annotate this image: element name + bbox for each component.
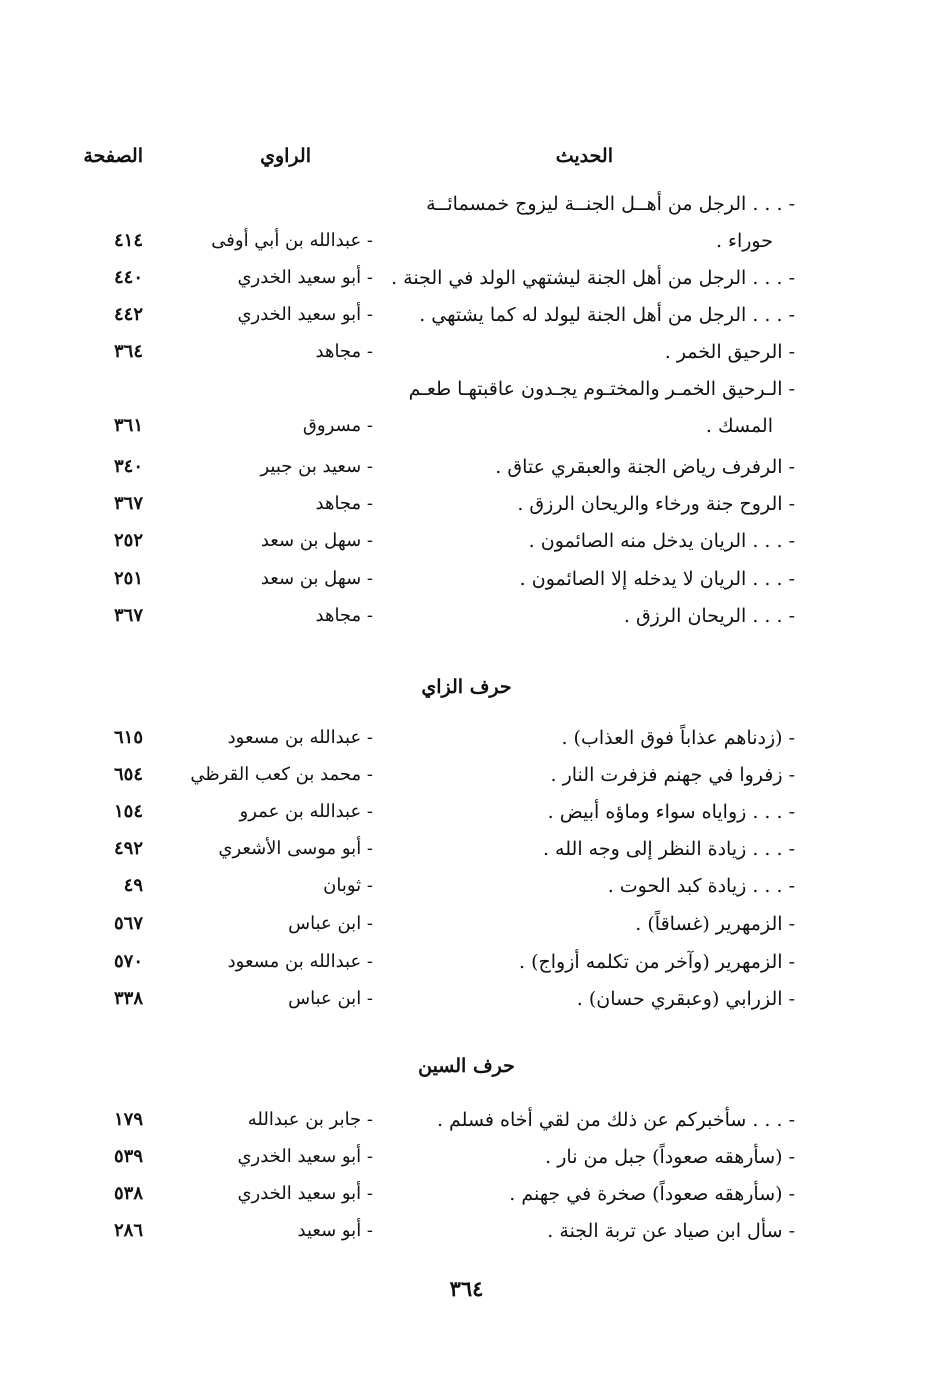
narrator-name: - سهل بن سعد — [260, 530, 373, 551]
hadith-text: - . . . الريان يدخل منه الصائمون . — [528, 530, 795, 552]
table-row — [0, 1220, 933, 1256]
table-row — [0, 493, 933, 529]
narrator-name: - ابن عباس — [288, 988, 373, 1009]
table-row — [0, 727, 933, 763]
narrator-name: - مجاهد — [315, 605, 373, 626]
table-row — [0, 913, 933, 949]
hadith-text: - (سأرهقه صعوداً) جبل من نار . — [545, 1146, 795, 1168]
table-row — [0, 951, 933, 987]
page-ref: ٣٦٧ — [113, 605, 143, 626]
section-heading-sin: حرف السين — [418, 1055, 515, 1077]
narrator-name: - أبو سعيد الخدري — [237, 1146, 373, 1167]
narrator-name: - أبو موسى الأشعري — [218, 838, 373, 859]
table-row — [0, 1109, 933, 1145]
page-ref: ٤٤٠ — [113, 267, 143, 288]
page-ref: ٢٥١ — [113, 568, 143, 589]
hadith-text: - . . . الرجل من أهل الجنة ليولد له كما يشتهي . — [419, 304, 795, 326]
hadith-text: حوراء . — [715, 230, 773, 252]
narrator-name: - عبدالله بن عمرو — [239, 801, 373, 822]
table-row — [0, 1146, 933, 1182]
hadith-text: - . . . الريحان الرزق . — [623, 605, 795, 627]
header-page: الصفحة — [83, 145, 143, 167]
hadith-text: - . . . الرجل من أهل الجنة ليشتهي الولد في الجنة . — [391, 267, 795, 289]
narrator-name: - أبو سعيد الخدري — [237, 304, 373, 325]
table-row — [0, 193, 933, 229]
table-row — [0, 875, 933, 911]
page-ref: ١٧٩ — [113, 1109, 143, 1130]
header-hadith: الحديث — [555, 145, 613, 167]
table-row — [0, 304, 933, 340]
page-number: ٣٦٤ — [449, 1276, 484, 1301]
header-narrator: الراوي — [260, 145, 311, 167]
narrator-name: - سهل بن سعد — [260, 568, 373, 589]
hadith-text: - . . . الريان لا يدخله إلا الصائمون . — [519, 568, 795, 590]
hadith-text: - الرحيق الخمر . — [664, 341, 795, 363]
page-ref: ٢٥٢ — [113, 530, 143, 551]
narrator-name: - محمد بن كعب القرظي — [190, 764, 373, 785]
page-ref: ٢٨٦ — [113, 1220, 143, 1241]
narrator-name: - مسروق — [302, 415, 373, 436]
page-ref: ٥٣٨ — [113, 1183, 143, 1204]
narrator-name: - مجاهد — [315, 493, 373, 514]
table-row — [0, 568, 933, 604]
narrator-name: - عبدالله بن أبي أوفى — [211, 230, 373, 251]
table-row — [0, 415, 933, 451]
table-row — [0, 838, 933, 874]
page-ref: ٥٧٠ — [113, 951, 143, 972]
hadith-text: - . . . زيادة كبد الحوت . — [607, 875, 795, 897]
table-row — [0, 1183, 933, 1219]
hadith-text: - (سأرهقه صعوداً) صخرة في جهنم . — [509, 1183, 795, 1205]
hadith-text: - زفروا في جهنم فزفرت النار . — [550, 764, 795, 786]
hadith-text: - . . . زواياه سواء وماؤه أبيض . — [547, 801, 795, 823]
narrator-name: - عبدالله بن مسعود — [227, 951, 373, 972]
page-ref: ٤٩ — [123, 875, 143, 896]
page-ref: ٥٦٧ — [113, 913, 143, 934]
narrator-name: - أبو سعيد الخدري — [237, 267, 373, 288]
hadith-text: - الرفرف رياض الجنة والعبقري عتاق . — [495, 456, 795, 478]
section-heading-zay: حرف الزاي — [421, 676, 512, 698]
narrator-name: - ابن عباس — [288, 913, 373, 934]
table-row — [0, 764, 933, 800]
hadith-text: - . . . زيادة النظر إلى وجه الله . — [542, 838, 795, 860]
page-ref: ٣٦١ — [113, 415, 143, 436]
page-ref: ٥٣٩ — [113, 1146, 143, 1167]
narrator-name: - أبو سعيد — [297, 1220, 373, 1241]
page-ref: ٣٦٧ — [113, 493, 143, 514]
hadith-text: - الزمهرير (غساقاً) . — [635, 913, 795, 935]
table-row — [0, 801, 933, 837]
hadith-text: المسك . — [705, 415, 773, 437]
hadith-text: - الـرحيق الخمـر والمختـوم يجـدون عاقبتهـا طعـم — [408, 378, 795, 400]
hadith-text: - الزمهرير (وآخر من تكلمه أزواج) . — [518, 951, 795, 973]
table-row — [0, 378, 933, 414]
narrator-name: - ثوبان — [323, 875, 373, 896]
page-ref: ٣٣٨ — [113, 988, 143, 1009]
table-row — [0, 988, 933, 1024]
hadith-text: - الزرابي (وعبقري حسان) . — [576, 988, 795, 1010]
narrator-name: - عبدالله بن مسعود — [227, 727, 373, 748]
page-ref: ٣٤٠ — [113, 456, 143, 477]
page-ref: ٤٤٢ — [113, 304, 143, 325]
narrator-name: - جابر بن عبدالله — [247, 1109, 373, 1130]
page-ref: ٣٦٤ — [113, 341, 143, 362]
page-ref: ١٥٤ — [113, 801, 143, 822]
hadith-text: - (زدناهم عذاباً فوق العذاب) . — [561, 727, 795, 749]
hadith-text: - . . . الرجل من أهــل الجنــة ليزوج خمسمائــة — [426, 193, 795, 215]
table-row — [0, 605, 933, 641]
narrator-name: - مجاهد — [315, 341, 373, 362]
hadith-text: - . . . سأخبركم عن ذلك من لقي أخاه فسلم . — [436, 1109, 795, 1131]
page-ref: ٦١٥ — [113, 727, 143, 748]
page-ref: ٤١٤ — [113, 230, 143, 251]
page-ref: ٤٩٢ — [113, 838, 143, 859]
hadith-text: - الروح جنة ورخاء والريحان الرزق . — [517, 493, 795, 515]
table-row — [0, 341, 933, 377]
narrator-name: - سعيد بن جبير — [260, 456, 373, 477]
page-ref: ٦٥٤ — [113, 764, 143, 785]
table-row — [0, 530, 933, 566]
hadith-text: - سأل ابن صياد عن تربة الجنة . — [547, 1220, 795, 1242]
table-row — [0, 230, 933, 266]
table-row — [0, 267, 933, 303]
table-row — [0, 456, 933, 492]
narrator-name: - أبو سعيد الخدري — [237, 1183, 373, 1204]
